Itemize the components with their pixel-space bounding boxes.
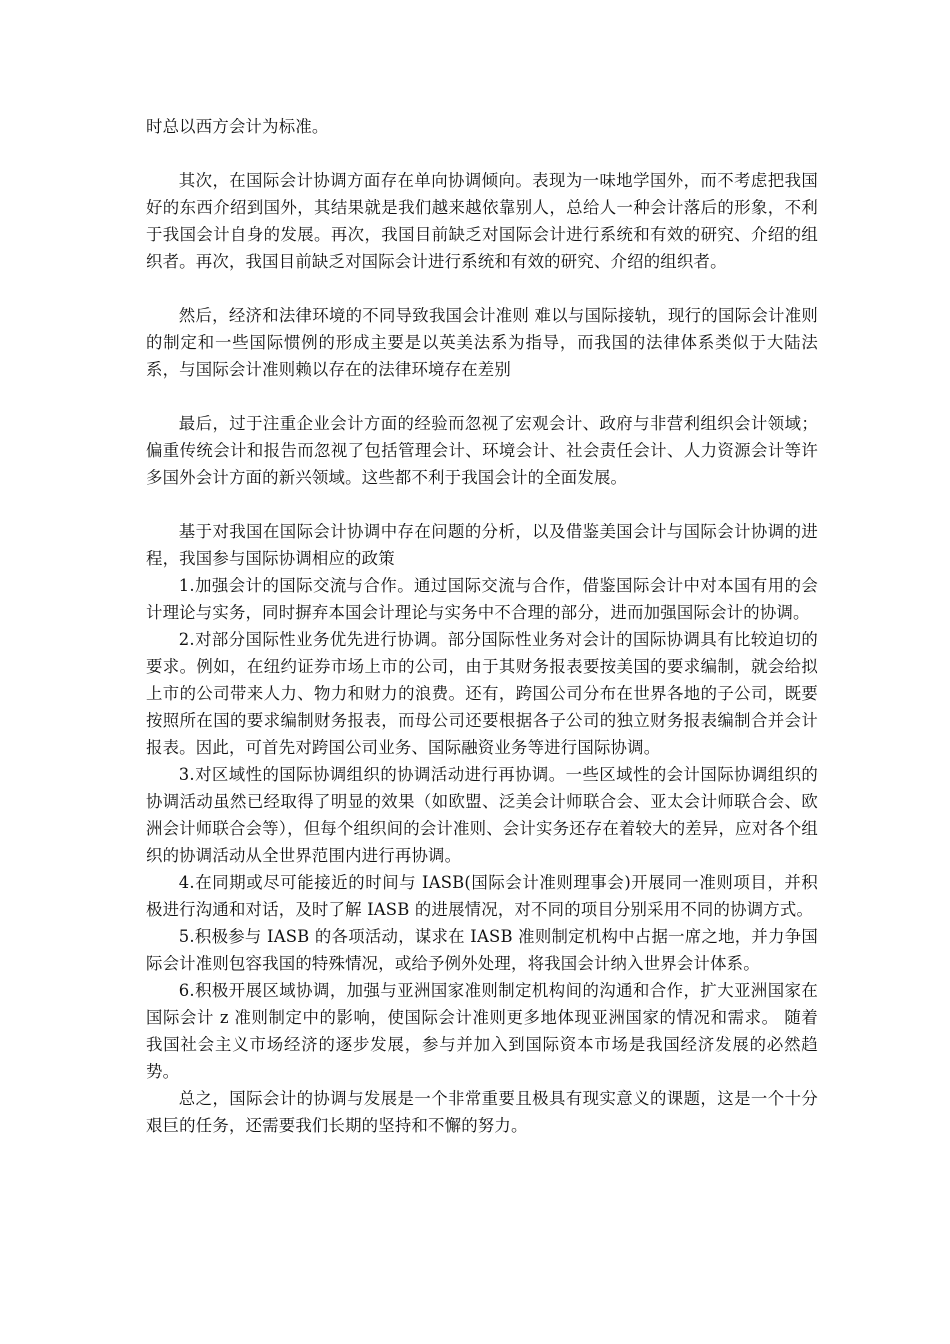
paragraph-spacer [146, 140, 818, 167]
policy-item-1: 1.加强会计的国际交流与合作。通过国际交流与合作，借鉴国际会计中对本国有用的会计理论与实务，同时摒弃本国会计理论与实务中不合理的部分，进而加强国际会计的协调。 [146, 576, 818, 622]
paragraph-continuation: 时总以西方会计为标准。 [146, 117, 329, 136]
paragraph-then: 然后，经济和法律环境的不同导致我国会计准则 难以与国际接轨，现行的国际会计准则的制定和一些国际惯例的形成主要是以英美法系为指导，而我国的法律体系类似于大陆法系，与国际会计准则赖以存在的法律环境存在差别 [146, 306, 818, 379]
policy-item-2: 2.对部分国际性业务优先进行协调。部分国际性业务对会计的国际协调具有比较迫切的要求。例如，在纽约证券市场上市的公司，由于其财务报表要按美国的要求编制，就会给拟上市的公司带来人力、物力和财力的浪费。还有，跨国公司分布在世界各地的子公司，既要按照所在国的要求编制财务报表，而母公司还要根据各子公司的独立财务报表编制合并会计报表。因此，可首先对跨国公司业务、国际融资业务等进行国际协调。 [146, 630, 818, 757]
paragraph-second: 其次，在国际会计协调方面存在单向协调倾向。表现为一味地学国外，而不考虑把我国好的东西介绍到国外，其结果就是我们越来越依靠别人，总给人一种会计落后的形象，不利于我国会计自身的发展。再次，我国目前缺乏对国际会计进行系统和有效的研究、介绍的组织者。再次，我国目前缺乏对国际会计进行系统和有效的研究、介绍的组织者。 [146, 171, 818, 271]
document-body [146, 113, 818, 1139]
policy-item-3: 3.对区域性的国际协调组织的协调活动进行再协调。一些区域性的会计国际协调组织的协调活动虽然已经取得了明显的效果（如欧盟、泛美会计师联合会、亚太会计师联合会、欧洲会计师联合会等），但每个组织间的会计准则、会计实务还存在着较大的差异，应对各个组织的协调活动从全世界范围内进行再协调。 [146, 765, 819, 865]
policy-item-6: 6.积极开展区域协调，加强与亚洲国家准则制定机构间的沟通和合作，扩大亚洲国家在国际会计 z 准则制定中的影响，使国际会计准则更多地体现亚洲国家的情况和需求。 随着我国社会主义市场经济的逐步发展，参与并加入到国际资本市场是我国经济发展的必然趋势。 [146, 981, 818, 1081]
paragraph-spacer [146, 491, 818, 518]
paragraph-finally: 最后，过于注重企业会计方面的经验而忽视了宏观会计、政府与非营利组织会计领域；偏重传统会计和报告而忽视了包括管理会计、环境会计、社会责任会计、人力资源会计等许多国外会计方面的新兴领域。这些都不利于我国会计的全面发展。 [146, 414, 818, 487]
paragraph-spacer [146, 275, 818, 302]
policy-item-4: 4.在同期或尽可能接近的时间与 IASB(国际会计准则理事会)开展同一准则项目，并积极进行沟通和对话，及时了解 IASB 的进展情况，对不同的项目分别采用不同的协调方式。 [146, 873, 818, 919]
paragraph-policy-intro: 基于对我国在国际会计协调中存在问题的分析，以及借鉴美国会计与国际会计协调的进程，我国参与国际协调相应的政策 [146, 522, 818, 568]
policy-item-5: 5.积极参与 IASB 的各项活动，谋求在 IASB 准则制定机构中占据一席之地，并力争国际会计准则包容我国的特殊情况，或给予例外处理，将我国会计纳入世界会计体系。 [146, 927, 818, 973]
paragraph-spacer [146, 383, 818, 410]
paragraph-conclusion: 总之，国际会计的协调与发展是一个非常重要且极具有现实意义的课题，这是一个十分艰巨的任务，还需要我们长期的坚持和不懈的努力。 [146, 1089, 818, 1135]
